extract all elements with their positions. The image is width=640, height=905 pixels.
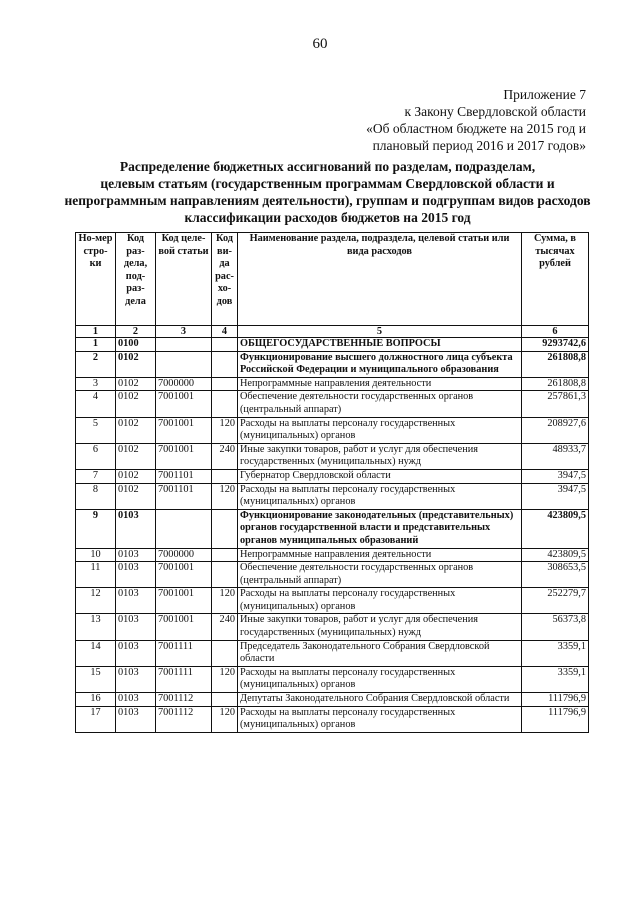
expense-type-code: 120 <box>212 483 238 509</box>
table-row <box>76 351 589 377</box>
amount: 3947,5 <box>522 483 589 509</box>
expense-name: Расходы на выплаты персоналу государственных (муниципальных) органов <box>238 483 522 509</box>
expense-type-code <box>212 640 238 666</box>
amount: 423809,5 <box>522 548 589 562</box>
table-row <box>76 509 589 548</box>
target-code <box>156 338 212 352</box>
section-code: 0103 <box>116 588 156 614</box>
table-row <box>76 693 589 707</box>
table-row <box>76 443 589 469</box>
row-number: 8 <box>76 483 116 509</box>
target-code: 7001111 <box>156 666 212 692</box>
amount: 423809,5 <box>522 509 589 548</box>
expense-name: Обеспечение деятельности государственных органов (центральный аппарат) <box>238 562 522 588</box>
expense-name: Расходы на выплаты персоналу государственных (муниципальных) органов <box>238 706 522 732</box>
row-number: 12 <box>76 588 116 614</box>
row-number: 13 <box>76 614 116 640</box>
header-expense-type-code: Код ви-да рас-хо-дов <box>212 233 238 326</box>
expense-name: Губернатор Свердловской области <box>238 469 522 483</box>
table-row <box>76 548 589 562</box>
row-number: 10 <box>76 548 116 562</box>
appendix-block <box>366 86 586 154</box>
row-number: 1 <box>76 338 116 352</box>
amount: 9293742,6 <box>522 338 589 352</box>
table-row <box>76 483 589 509</box>
row-number: 17 <box>76 706 116 732</box>
budget-table <box>75 232 589 733</box>
expense-type-code <box>212 562 238 588</box>
header-name: Наименование раздела, подраздела, целевой статьи или вида расходов <box>238 233 522 326</box>
header-section-code: Код раз-дела, под-раз-дела <box>116 233 156 326</box>
appendix-line: «Об областном бюджете на 2015 год и <box>366 121 586 136</box>
row-number: 4 <box>76 391 116 417</box>
amount: 257861,3 <box>522 391 589 417</box>
amount: 48933,7 <box>522 443 589 469</box>
column-number: 1 <box>76 326 116 338</box>
section-code: 0103 <box>116 548 156 562</box>
table-body <box>76 338 589 733</box>
section-code: 0103 <box>116 693 156 707</box>
table-row <box>76 562 589 588</box>
amount: 308653,5 <box>522 562 589 588</box>
amount: 261808,8 <box>522 377 589 391</box>
section-code: 0103 <box>116 614 156 640</box>
target-code: 7001001 <box>156 588 212 614</box>
amount: 3947,5 <box>522 469 589 483</box>
header-target-code: Код целе-вой статьи <box>156 233 212 326</box>
table-row <box>76 706 589 732</box>
expense-name: Непрограммные направления деятельности <box>238 377 522 391</box>
expense-name: Расходы на выплаты персоналу государственных (муниципальных) органов <box>238 588 522 614</box>
expense-type-code: 240 <box>212 443 238 469</box>
row-number: 11 <box>76 562 116 588</box>
target-code: 7000000 <box>156 548 212 562</box>
section-code: 0103 <box>116 666 156 692</box>
section-code: 0100 <box>116 338 156 352</box>
expense-name: Обеспечение деятельности государственных органов (центральный аппарат) <box>238 391 522 417</box>
target-code: 7000000 <box>156 377 212 391</box>
heading-line: Распределение бюджетных ассигнований по разделам, подразделам, <box>119 159 536 174</box>
document-heading <box>60 158 595 226</box>
target-code: 7001112 <box>156 693 212 707</box>
expense-type-code: 120 <box>212 588 238 614</box>
table-row <box>76 377 589 391</box>
amount: 252279,7 <box>522 588 589 614</box>
section-code: 0102 <box>116 483 156 509</box>
expense-name: Непрограммные направления деятельности <box>238 548 522 562</box>
column-number-row <box>76 326 589 338</box>
section-code: 0103 <box>116 509 156 548</box>
column-number: 2 <box>116 326 156 338</box>
expense-type-code: 120 <box>212 706 238 732</box>
table-row <box>76 338 589 352</box>
amount: 208927,6 <box>522 417 589 443</box>
target-code: 7001001 <box>156 614 212 640</box>
row-number: 2 <box>76 351 116 377</box>
table-row <box>76 640 589 666</box>
expense-type-code <box>212 469 238 483</box>
expense-type-code <box>212 377 238 391</box>
column-number: 5 <box>238 326 522 338</box>
expense-type-code <box>212 351 238 377</box>
row-number: 14 <box>76 640 116 666</box>
header-sum: Сумма, в тысячах рублей <box>522 233 589 326</box>
target-code: 7001001 <box>156 443 212 469</box>
target-code: 7001001 <box>156 417 212 443</box>
heading-line: классификации расходов бюджетов на 2015 год <box>184 210 471 225</box>
expense-type-code <box>212 391 238 417</box>
target-code: 7001101 <box>156 469 212 483</box>
header-row-number: Но-мер стро-ки <box>76 233 116 326</box>
appendix-line: плановый период 2016 и 2017 годов» <box>372 138 586 153</box>
row-number: 6 <box>76 443 116 469</box>
row-number: 7 <box>76 469 116 483</box>
target-code <box>156 351 212 377</box>
appendix-line: к Закону Свердловской области <box>404 104 586 119</box>
row-number: 9 <box>76 509 116 548</box>
expense-name: Иные закупки товаров, работ и услуг для обеспечения государственных (муниципальных) нужд <box>238 614 522 640</box>
expense-type-code <box>212 693 238 707</box>
target-code: 7001112 <box>156 706 212 732</box>
expense-name: Депутаты Законодательного Собрания Свердловской области <box>238 693 522 707</box>
row-number: 3 <box>76 377 116 391</box>
section-code: 0102 <box>116 443 156 469</box>
expense-type-code: 120 <box>212 417 238 443</box>
expense-name: Расходы на выплаты персоналу государственных (муниципальных) органов <box>238 666 522 692</box>
target-code: 7001001 <box>156 391 212 417</box>
expense-type-code <box>212 338 238 352</box>
expense-name: Председатель Законодательного Собрания Свердловской области <box>238 640 522 666</box>
amount: 3359,1 <box>522 640 589 666</box>
target-code: 7001111 <box>156 640 212 666</box>
section-code: 0103 <box>116 640 156 666</box>
section-code: 0102 <box>116 351 156 377</box>
heading-line: непрограммным направлениям деятельности), группам и подгруппам видов расходов <box>64 193 591 208</box>
column-number: 6 <box>522 326 589 338</box>
expense-name: Функционирование законодательных (представительных) органов государственной власти и представительных органов муниципальных образований <box>238 509 522 548</box>
table-row <box>76 588 589 614</box>
table-row <box>76 666 589 692</box>
section-code: 0102 <box>116 377 156 391</box>
row-number: 16 <box>76 693 116 707</box>
column-number: 3 <box>156 326 212 338</box>
section-code: 0102 <box>116 417 156 443</box>
expense-name: Иные закупки товаров, работ и услуг для обеспечения государственных (муниципальных) нужд <box>238 443 522 469</box>
table-row <box>76 417 589 443</box>
page-number: 60 <box>312 36 328 52</box>
target-code: 7001101 <box>156 483 212 509</box>
amount: 111796,9 <box>522 693 589 707</box>
expense-type-code <box>212 509 238 548</box>
expense-name: Расходы на выплаты персоналу государственных (муниципальных) органов <box>238 417 522 443</box>
column-number: 4 <box>212 326 238 338</box>
target-code: 7001001 <box>156 562 212 588</box>
section-code: 0103 <box>116 706 156 732</box>
expense-name: ОБЩЕГОСУДАРСТВЕННЫЕ ВОПРОСЫ <box>238 338 522 352</box>
row-number: 15 <box>76 666 116 692</box>
amount: 56373,8 <box>522 614 589 640</box>
expense-name: Функционирование высшего должностного лица субъекта Российской Федерации и муниципального образования <box>238 351 522 377</box>
appendix-line: Приложение 7 <box>503 87 586 102</box>
row-number: 5 <box>76 417 116 443</box>
target-code <box>156 509 212 548</box>
heading-line: целевым статьям (государственным программам Свердловской области и <box>100 176 555 191</box>
amount: 261808,8 <box>522 351 589 377</box>
expense-type-code <box>212 548 238 562</box>
expense-type-code: 120 <box>212 666 238 692</box>
section-code: 0102 <box>116 391 156 417</box>
expense-type-code: 240 <box>212 614 238 640</box>
table-row <box>76 391 589 417</box>
table-row <box>76 469 589 483</box>
table-row <box>76 614 589 640</box>
section-code: 0103 <box>116 562 156 588</box>
section-code: 0102 <box>116 469 156 483</box>
amount: 3359,1 <box>522 666 589 692</box>
amount: 111796,9 <box>522 706 589 732</box>
